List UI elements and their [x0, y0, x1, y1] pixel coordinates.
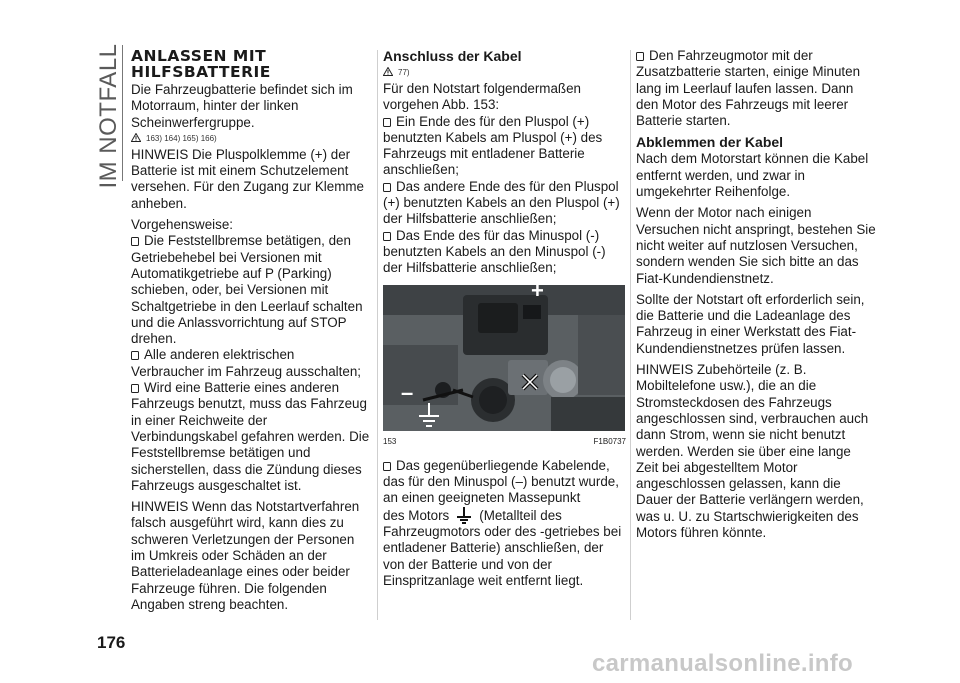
- ground-icon: [417, 403, 441, 429]
- engine-bay-figure: [383, 285, 625, 431]
- refs-text: 77): [398, 68, 410, 77]
- checkbox-bullet-icon: [131, 384, 139, 393]
- step-item: Alle anderen elektrischen Verbraucher im Fahrzeug ausschalten;: [131, 347, 361, 379]
- column-3: [636, 48, 876, 546]
- warning-refs: [131, 133, 371, 145]
- step-item: Den Fahrzeugmotor mit der Zusatzbatterie starten, einige Minuten lang im Leerlauf laufen lassen. Dann den Motor des Fahrzeugs mit leerer Batterie starten.: [636, 48, 861, 129]
- checkbox-bullet-icon: [636, 52, 644, 61]
- intro-text: Die Fahrzeugbatterie befindet sich im Motorraum, hinter der linken Scheinwerfergruppe.: [131, 82, 353, 130]
- checkbox-bullet-icon: [383, 183, 391, 192]
- step-item: Ein Ende des für den Pluspol (+) benutzten Kabels am Pluspol (+) des Fahrzeugs mit entladener Batterie anschließen;: [383, 113, 603, 178]
- figure-caption: [383, 434, 626, 450]
- heading-anlassen: ANLASSEN MIT HILFSBATTERIE: [131, 47, 271, 81]
- watermark: carmanualsonline.info: [592, 650, 854, 677]
- column-separator: [630, 50, 631, 620]
- heading-anschluss: Anschluss der Kabel: [383, 48, 522, 64]
- heading-abklemmen: Abklemmen der Kabel: [636, 134, 784, 151]
- step-item: Das Ende des für das Minuspol (-) benutzten Kabels an den Minuspol (-) der Hilfsbatterie anschließen;: [383, 227, 606, 276]
- step-item: Das andere Ende des für den Pluspol (+) benutzten Kabels an den Pluspol (+) der Hilfsbatterie anschließen;: [383, 178, 620, 227]
- minus-marker: –: [401, 379, 414, 405]
- step-item: Das gegenüberliegende Kabelende, das für den Minuspol (–) benutzt wurde, an einen geeigneten Massepunkt des Motors (Metallteil des Fahrzeugmotors oder des -getriebes bei entladener Batterie) anschließen, der von der Batterie und von der Einspritzanlage weit entfernt liegt.: [383, 457, 622, 588]
- warning-icon: [383, 67, 393, 76]
- paragraph: Nach dem Motorstart können die Kabel entfernt werden, und zwar in umgekehrter Reihenfolge.: [636, 151, 869, 200]
- checkbox-bullet-icon: [383, 462, 391, 471]
- plus-marker: +: [531, 284, 544, 303]
- section-divider: [122, 45, 123, 181]
- step-item: Wird eine Batterie eines anderen Fahrzeugs benutzt, muss das Fahrzeug in einer Reichweite der Verbindungskabel gefahren werden. Die Feststellbremse betätigen und sicherstellen, dass die Zündung dieses Fahrzeugs ausgeschaltet ist.: [131, 380, 370, 493]
- page-number: 176: [97, 633, 126, 652]
- refs-text: 163) 164) 165) 166): [146, 133, 217, 143]
- paragraph: Wenn der Motor nach einigen Versuchen nicht anspringt, bestehen Sie nicht weiter auf nutzlosen Versuchen, sondern wenden Sie sich bitte an das Fiat-Kundendienstnetz.: [636, 205, 876, 286]
- step-item: Die Feststellbremse betätigen, den Getriebehebel bei Versionen mit Automatikgetriebe auf P (Parking) schieben, oder, bei Versionen mit Schaltgetriebe in den Leerlauf schalten und die Anlassvorrichtung auf STOP drehen.: [131, 233, 363, 347]
- section-title: IM NOTFALL: [95, 42, 122, 189]
- warning-icon: [131, 133, 141, 142]
- ground-symbol-icon: [457, 507, 471, 524]
- figure-code: F1B0737: [593, 436, 626, 446]
- checkbox-bullet-icon: [131, 351, 139, 360]
- column-2: [383, 48, 626, 594]
- checkbox-bullet-icon: [383, 232, 391, 241]
- checkbox-bullet-icon: [131, 237, 139, 246]
- warning-refs: [383, 67, 626, 79]
- checkbox-bullet-icon: [383, 118, 391, 127]
- intro-text: Für den Notstart folgendermaßen vorgehen Abb. 153:: [383, 81, 581, 113]
- hinweis-pluspol: HINWEIS Die Pluspolklemme (+) der Batterie ist mit einem Schutzelement versehen. Für den Zugang zur Klemme anheben.: [131, 146, 364, 211]
- column-1: [131, 48, 371, 618]
- paragraph: Sollte der Notstart oft erforderlich sein, die Batterie und die Ladeanlage des Fahrzeug in einer Werkstatt des Fiat-Kundendienstnetzes prüfen lassen.: [636, 291, 865, 356]
- column-separator: [377, 50, 378, 620]
- hinweis-notstart: HINWEIS Wenn das Notstartverfahren falsch ausgeführt wird, kann dies zu schweren Verletzungen der Personen im Umkreis oder Schäden an der Batterieladeanlage eines oder beider Fahrzeuge führen. Die folgenden Angaben streng beachten.: [131, 499, 360, 612]
- figure-number: 153: [383, 436, 397, 446]
- procedure-label: Vorgehensweise:: [131, 217, 233, 233]
- hinweis-zubehoer: HINWEIS Zubehörteile (z. B. Mobiltelefone usw.), die an die Stromsteckdosen des Fahrzeugs angeschlossen sind, verbrauchen auch dann Strom, wenn sie nicht benutzt werden. Werden sie über eine lange Zeit bei abgestelltem Motor angeschlossen gelassen, kann die Dauer der Batterie verlängern werden, was u. U. zu Startschwierigkeiten des Motors führen könnte.: [636, 362, 869, 541]
